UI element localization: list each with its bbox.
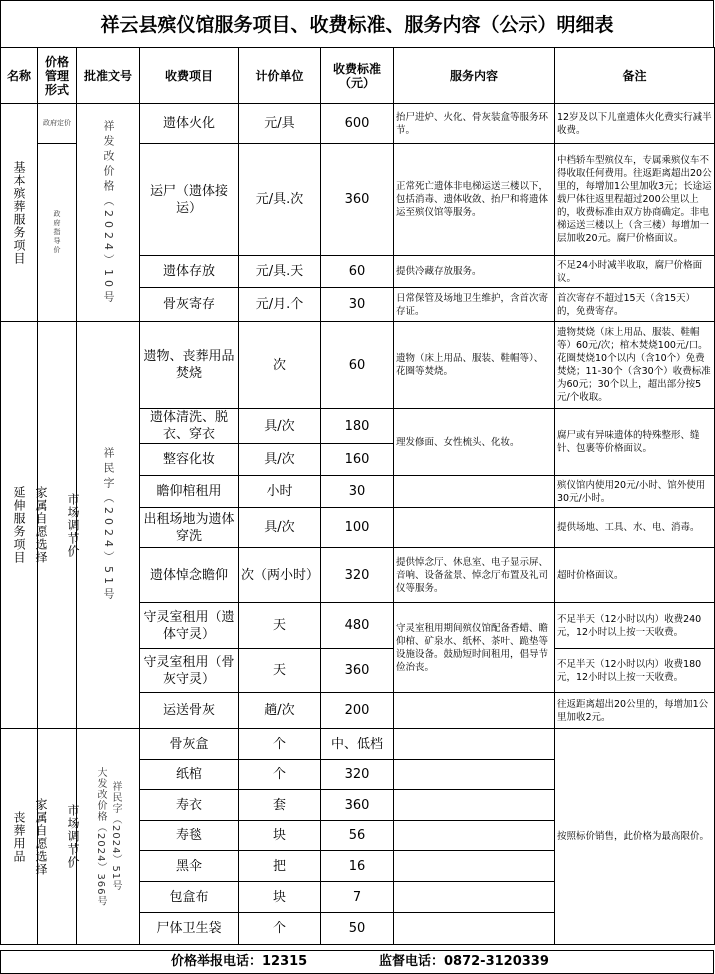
category-supplies: 丧葬用品	[1, 729, 38, 945]
unit-cell: 具/次	[239, 409, 321, 444]
report-phone: 价格举报电话：12315	[171, 954, 308, 969]
service-cell	[394, 882, 555, 913]
remark-cell: 提供场地、工具、水、电、消毒。	[555, 508, 715, 548]
unit-cell: 个	[239, 760, 321, 790]
service-cell	[394, 508, 555, 548]
price-cell: 30	[321, 476, 394, 508]
price-cell: 16	[321, 851, 394, 882]
item-cell: 守灵室租用（遗体守灵）	[140, 603, 239, 649]
footer	[0, 950, 714, 974]
price-cell: 160	[321, 444, 394, 476]
item-cell: 尸体卫生袋	[140, 913, 239, 945]
table-row	[1, 729, 715, 760]
service-cell	[394, 821, 555, 851]
item-cell: 遗体存放	[140, 256, 239, 288]
table-row	[1, 322, 715, 409]
unit-cell: 天	[239, 603, 321, 649]
service-cell: 理发修面、女性梳头、化妆。	[394, 409, 555, 476]
item-cell: 整容化妆	[140, 444, 239, 476]
item-cell: 守灵室租用（骨灰守灵）	[140, 649, 239, 693]
unit-cell: 元/月.个	[239, 288, 321, 322]
remark-cell: 超时价格面议。	[555, 548, 715, 603]
price-cell: 50	[321, 913, 394, 945]
item-cell: 出租场地为遗体穿洗	[140, 508, 239, 548]
header-name: 名称	[1, 48, 38, 104]
header-service: 服务内容	[394, 48, 555, 104]
price-cell: 360	[321, 144, 394, 256]
approval-doc-supplies-b: 大发改价格（2024）366号	[95, 766, 106, 907]
price-cell: 60	[321, 322, 394, 409]
service-cell: 提供冷藏存放服务。	[394, 256, 555, 288]
unit-cell: 次（两小时）	[239, 548, 321, 603]
unit-cell: 具/次	[239, 508, 321, 548]
price-cell: 180	[321, 409, 394, 444]
unit-cell: 块	[239, 882, 321, 913]
price-form-market-text: 市场调节价	[66, 492, 80, 558]
service-cell: 遗物（床上用品、服装、鞋帽等）、花圈等焚烧。	[394, 322, 555, 409]
service-cell	[394, 693, 555, 729]
price-cell: 200	[321, 693, 394, 729]
service-cell	[394, 476, 555, 508]
item-cell: 遗体悼念瞻仰	[140, 548, 239, 603]
service-cell	[394, 913, 555, 945]
unit-cell: 个	[239, 729, 321, 760]
approval-doc-basic: 祥发改价格（2024）10号	[77, 104, 140, 322]
price-form-voluntary2-text: 家属自愿选择	[34, 797, 48, 876]
unit-cell: 把	[239, 851, 321, 882]
item-cell: 运送骨灰	[140, 693, 239, 729]
price-form-gov-guided: 政府指导价	[38, 144, 77, 322]
remark-cell: 不足半天（12小时以内）收费180元，12小时以上按一天收费。	[555, 649, 715, 693]
price-form-market2-text: 市场调节价	[66, 804, 80, 869]
item-cell: 寿衣	[140, 790, 239, 821]
unit-cell: 元/具	[239, 104, 321, 144]
price-form-gov-fixed: 政府定价	[38, 104, 77, 144]
fee-table	[0, 47, 715, 945]
approval-doc-supplies-a: 祥民字（2024）51号	[110, 781, 121, 892]
service-cell	[394, 760, 555, 790]
unit-cell: 天	[239, 649, 321, 693]
unit-cell: 小时	[239, 476, 321, 508]
header-price-form: 价格管理形式	[38, 48, 77, 104]
remark-cell: 遗物焚烧（床上用品、服装、鞋帽等）60元/次；棺木焚烧100元/口。花圈焚烧10个以内（含10个）免费焚烧；11-30个（含30个）收费标准为60元；30个以上，超出部分按5元/个收取。	[555, 322, 715, 409]
price-form-market2	[34, 729, 80, 945]
price-cell: 320	[321, 548, 394, 603]
item-cell: 遗体火化	[140, 104, 239, 144]
header-item: 收费项目	[140, 48, 239, 104]
approval-doc-supplies	[77, 729, 140, 945]
remark-cell: 12岁及以下儿童遗体火化费实行减半收费。	[555, 104, 715, 144]
unit-cell: 具/次	[239, 444, 321, 476]
item-cell: 遗物、丧葬用品焚烧	[140, 322, 239, 409]
remark-cell: 腐尸或有异味遗体的特殊整形、缝针、包裹等价格面议。	[555, 409, 715, 476]
price-cell: 7	[321, 882, 394, 913]
unit-cell: 元/具.次	[239, 144, 321, 256]
table-row	[1, 104, 715, 144]
price-cell: 中、低档	[321, 729, 394, 760]
remark-cell: 中档轿车型殡仪车，专属乘殡仪车不得收取任何费用。往返距离超出20公里的，每增加1公里加收3元；长途运载尸体往返里程超过200公里以上的，收费标准由双方协商确定。非电梯运送三楼以上（含三楼）每增加一层加收20元。腐尸价格面议。	[555, 144, 715, 256]
service-cell: 正常死亡遗体非电梯运送三楼以下，包括消毒、遗体收敛、抬尸和将遗体运至殡仪馆等服务。	[394, 144, 555, 256]
supervise-phone: 监督电话：0872-3120339	[379, 954, 549, 969]
price-cell: 360	[321, 790, 394, 821]
service-cell	[394, 729, 555, 760]
item-cell: 纸棺	[140, 760, 239, 790]
unit-cell: 个	[239, 913, 321, 945]
remark-cell: 往返距离超出20公里的，每增加1公里加收2元。	[555, 693, 715, 729]
unit-cell: 套	[239, 790, 321, 821]
unit-cell: 块	[239, 821, 321, 851]
remark-cell: 首次寄存不超过15天（含15天）的，免费寄存。	[555, 288, 715, 322]
price-cell: 320	[321, 760, 394, 790]
item-cell: 瞻仰棺租用	[140, 476, 239, 508]
unit-cell: 趟/次	[239, 693, 321, 729]
price-cell: 600	[321, 104, 394, 144]
service-cell	[394, 851, 555, 882]
item-cell: 包盒布	[140, 882, 239, 913]
item-cell: 寿毯	[140, 821, 239, 851]
unit-cell: 次	[239, 322, 321, 409]
price-cell: 56	[321, 821, 394, 851]
service-cell	[394, 790, 555, 821]
header-remarks: 备注	[555, 48, 715, 104]
header-approval-doc: 批准文号	[77, 48, 140, 104]
price-form-market	[34, 322, 80, 729]
item-cell: 黑伞	[140, 851, 239, 882]
service-cell: 守灵室租用期间殡仪馆配备香蜡、瞻仰棺、矿泉水、纸杯、茶叶、跪垫等设施设备。鼓励短时间租用，倡导节俭治丧。	[394, 603, 555, 693]
remark-cell: 不足半天（12小时以内）收费240元，12小时以上按一天收费。	[555, 603, 715, 649]
service-cell: 提供悼念厅、休息室、电子显示屏、音响、设备盆景、悼念厅布置及礼司仪等服务。	[394, 548, 555, 603]
service-cell: 日常保管及场地卫生维护，含首次寄存证。	[394, 288, 555, 322]
unit-cell: 元/具.天	[239, 256, 321, 288]
header-row	[1, 48, 715, 104]
price-cell: 480	[321, 603, 394, 649]
category-extended: 延伸服务项目	[1, 322, 38, 729]
remark-cell: 殡仪馆内使用20元/小时、馆外使用30元/小时。	[555, 476, 715, 508]
price-cell: 100	[321, 508, 394, 548]
item-cell: 运尸（遗体接运）	[140, 144, 239, 256]
header-standard: 收费标准（元）	[321, 48, 394, 104]
item-cell: 骨灰寄存	[140, 288, 239, 322]
price-cell: 60	[321, 256, 394, 288]
price-form-voluntary-text: 家属自愿选择	[34, 486, 48, 564]
service-cell: 抬尸进炉、火化、骨灰装盒等服务环节。	[394, 104, 555, 144]
supply-remark: 按照标价销售，此价格为最高限价。	[555, 729, 715, 945]
approval-doc-extended: 祥民字（2024）51号	[77, 322, 140, 729]
price-cell: 360	[321, 649, 394, 693]
item-cell: 骨灰盒	[140, 729, 239, 760]
category-basic: 基本殡葬服务项目	[1, 104, 38, 322]
price-cell: 30	[321, 288, 394, 322]
item-cell: 遗体清洗、脱衣、穿衣	[140, 409, 239, 444]
remark-cell: 不足24小时减半收取，腐尸价格面议。	[555, 256, 715, 288]
header-unit: 计价单位	[239, 48, 321, 104]
page-title: 祥云县殡仪馆服务项目、收费标准、服务内容（公示）明细表	[0, 0, 714, 48]
